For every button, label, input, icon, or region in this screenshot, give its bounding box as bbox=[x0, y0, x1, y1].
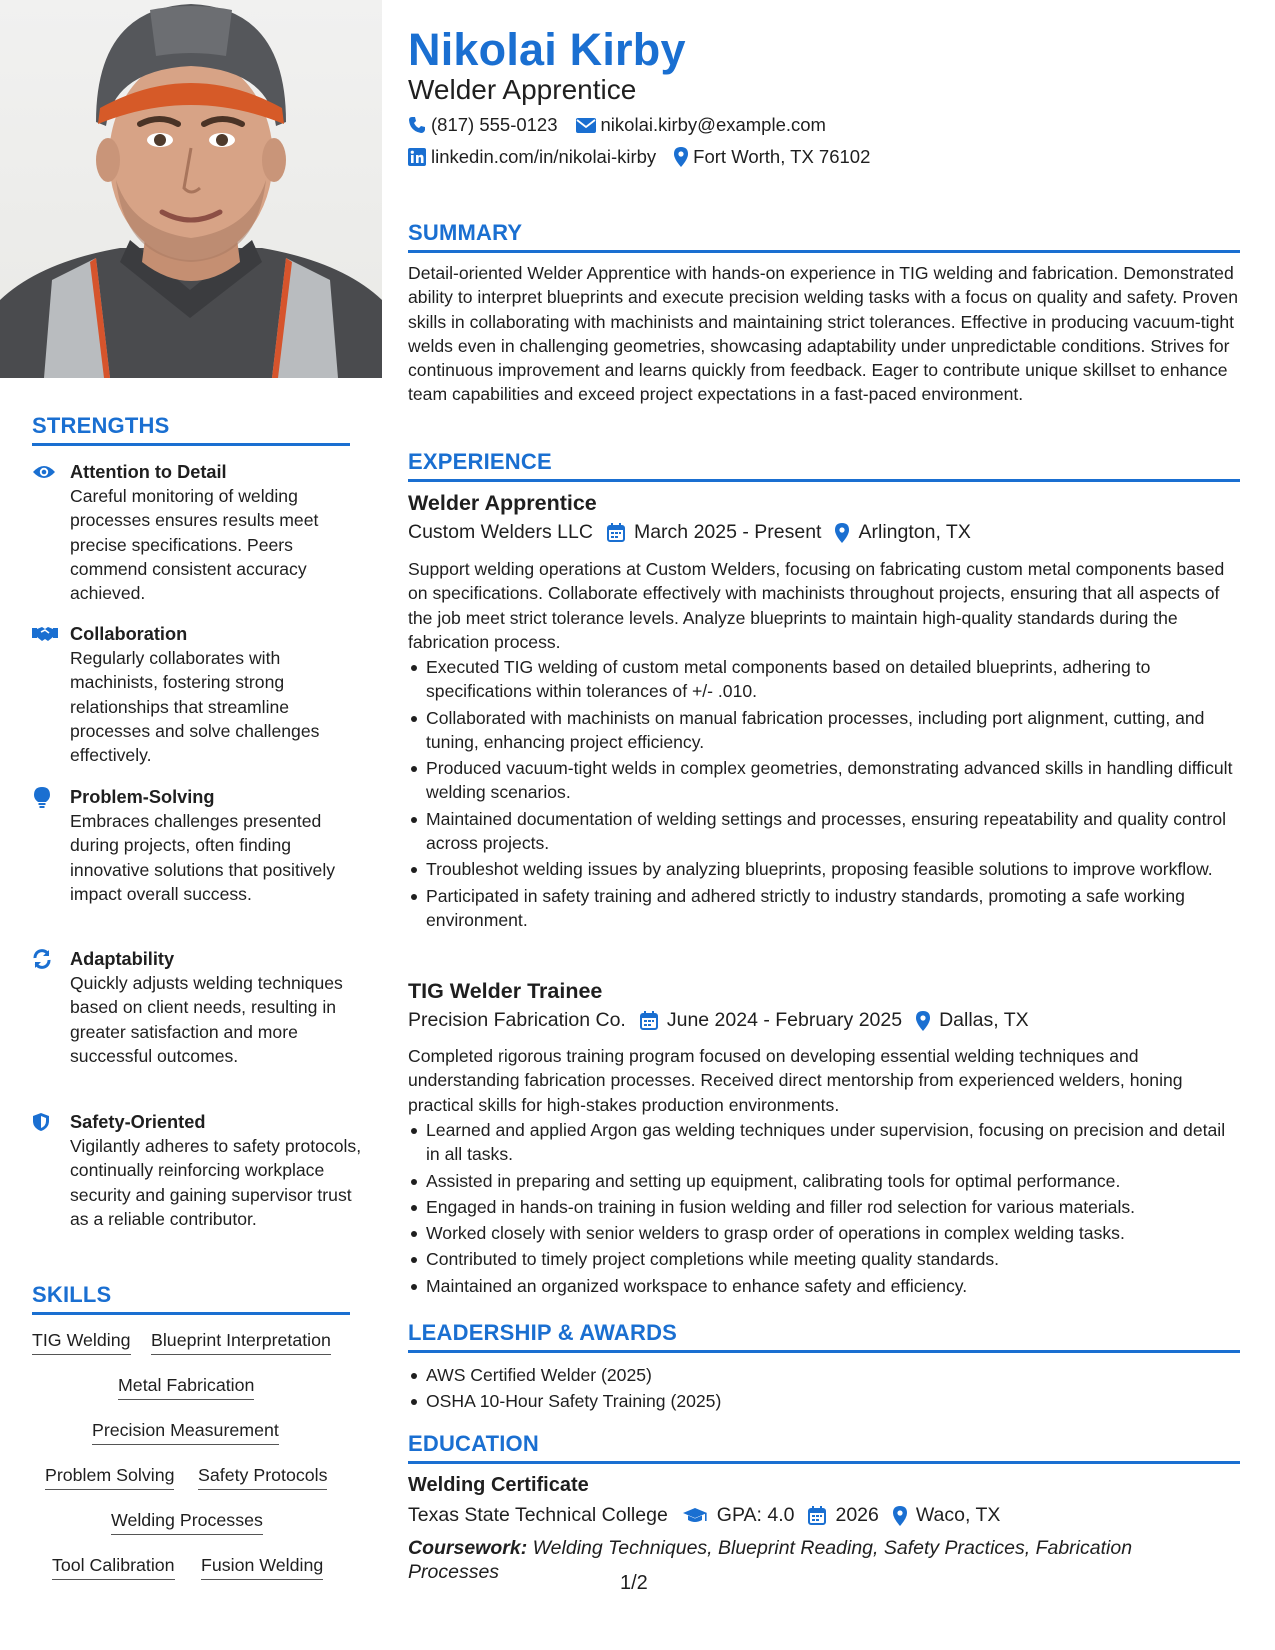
job-company bbox=[408, 1009, 626, 1032]
job-description: Completed rigorous training program focused on developing essential welding techniques and understanding fabrication processes. Received direct mentorship from experienced welders, honing practical skills for high-stakes production environments. bbox=[408, 1046, 1183, 1115]
phone-text: (817) 555-0123 bbox=[431, 114, 558, 135]
bullet-item: Executed TIG welding of custom metal components based on detailed blueprints, adhering to specifications within tolerances of +/- .010. bbox=[408, 655, 1240, 704]
map-pin-icon bbox=[835, 523, 849, 543]
left-column bbox=[0, 0, 382, 1650]
bullet-item: Troubleshot welding issues by analyzing blueprints, proposing feasible solutions to improve workflow. bbox=[408, 857, 1240, 881]
coursework bbox=[408, 1536, 1208, 1584]
job-company bbox=[408, 521, 593, 544]
page-number: 1/2 bbox=[620, 1572, 648, 1594]
strength-text: Quickly adjusts welding techniques based on client needs, resulting in greater satisfaction and more successful outcomes. bbox=[70, 973, 343, 1066]
contact-row bbox=[408, 114, 844, 136]
summary-rule bbox=[408, 250, 1240, 253]
job-dates bbox=[640, 1009, 902, 1032]
job-bullets bbox=[408, 1118, 1240, 1300]
job-bullets bbox=[408, 655, 1240, 934]
calendar-icon bbox=[607, 523, 625, 542]
experience-rule bbox=[408, 479, 1240, 482]
job-location bbox=[835, 521, 970, 544]
job-title: TIG Welder Trainee bbox=[408, 979, 603, 1003]
bullet-item: Collaborated with machinists on manual fabrication processes, including port alignment, cutting, and tuning, enhancing project efficiency. bbox=[408, 706, 1240, 755]
dates-text: March 2025 - Present bbox=[633, 521, 822, 543]
skill-tag: Metal Fabrication bbox=[118, 1375, 254, 1400]
skills-title: SKILLS bbox=[32, 1282, 112, 1307]
company-text: Precision Fabrication Co. bbox=[408, 1009, 626, 1031]
awards-title: LEADERSHIP & AWARDS bbox=[408, 1320, 678, 1345]
map-pin-icon bbox=[916, 1011, 930, 1031]
linkedin-link[interactable]: linkedin.com/in/nikolai-kirby bbox=[431, 146, 657, 167]
education-rule bbox=[408, 1461, 1240, 1464]
education-title: EDUCATION bbox=[408, 1431, 539, 1456]
location-text: Fort Worth, TX 76102 bbox=[693, 146, 871, 167]
shield-icon bbox=[32, 1112, 70, 1132]
education-meta bbox=[408, 1504, 1014, 1527]
bullet-item: Assisted in preparing and setting up equipment, calibrating tools for optimal performance. bbox=[408, 1169, 1240, 1193]
strength-text: Careful monitoring of welding processes ensures results meet precise specifications. Peers commend consistent accuracy achieved. bbox=[70, 486, 319, 604]
strength-title: Safety-Oriented bbox=[70, 1111, 206, 1132]
coursework-text: Welding Techniques, Blueprint Reading, Safety Practices, Fabrication Processes bbox=[408, 1537, 1133, 1583]
bullet-item: Maintained an organized workspace to enhance safety and efficiency. bbox=[408, 1274, 1240, 1298]
map-pin-icon bbox=[674, 147, 688, 167]
bullet-item: Participated in safety training and adhered strictly to industry standards, promoting a safe working environment. bbox=[408, 884, 1240, 933]
bullet-item: Produced vacuum-tight welds in complex geometries, demonstrating advanced skills in handling difficult welding scenarios. bbox=[408, 756, 1240, 805]
education-location bbox=[893, 1504, 1001, 1527]
summary-text: Detail-oriented Welder Apprentice with hands-on experience in TIG welding and fabrication. Demonstrated ability to interpret blueprints and execute precision welding tasks with a focus on quality and safety. Proven skills in collaborating with machinists and maintaining strict tolerances. Effective in producing vacuum-tight welds even in challenging geometries, showcasing adaptability under unpredictable conditions. Strives for continuous improvement and learns quickly from feedback. Eager to contribute unique skillset to enhance team capabilities and exceed project expectations in a fast-paced environment. bbox=[408, 263, 1238, 405]
strengths-title: STRENGTHS bbox=[32, 413, 170, 438]
coursework-label: Coursework: bbox=[408, 1537, 528, 1559]
calendar-icon bbox=[640, 1011, 658, 1030]
map-pin-icon bbox=[893, 1506, 907, 1526]
award-item: AWS Certified Welder (2025) bbox=[408, 1363, 1240, 1387]
location-text: Waco, TX bbox=[915, 1504, 1001, 1526]
strength-title: Attention to Detail bbox=[70, 461, 227, 482]
job-description: Support welding operations at Custom Welders, focusing on fabricating custom metal components based on specifications. Collaborate effectively with machinists throughout projects, ensuring that all aspects of the job meet strict tolerance levels. Analyze blueprints to maintain high-quality standards during the fabrication process. bbox=[408, 559, 1225, 652]
school-text: Texas State Technical College bbox=[408, 1504, 668, 1526]
awards-rule bbox=[408, 1350, 1240, 1353]
skill-tag: Welding Processes bbox=[111, 1510, 263, 1535]
bullet-item: Maintained documentation of welding settings and processes, ensuring repeatability and quality control across projects. bbox=[408, 807, 1240, 856]
award-item: OSHA 10-Hour Safety Training (2025) bbox=[408, 1389, 1240, 1413]
bullet-item: Worked closely with senior welders to grasp order of operations in complex welding tasks. bbox=[408, 1221, 1240, 1245]
skill-tag: TIG Welding bbox=[32, 1330, 131, 1355]
strength-text: Embraces challenges presented during projects, often finding innovative solutions that positively impact overall success. bbox=[70, 811, 336, 904]
job-title: Welder Apprentice bbox=[408, 491, 597, 515]
phone-icon bbox=[408, 116, 426, 134]
skill-tag: Problem Solving bbox=[45, 1465, 174, 1490]
strength-item bbox=[32, 947, 362, 1068]
email-contact[interactable] bbox=[576, 114, 826, 136]
gpa-text: GPA: 4.0 bbox=[716, 1504, 795, 1526]
bullet-item: Engaged in hands-on training in fusion welding and filler rod selection for various materials. bbox=[408, 1195, 1240, 1219]
linkedin-icon bbox=[408, 148, 426, 166]
envelope-icon bbox=[576, 118, 596, 133]
eye-icon bbox=[32, 464, 70, 480]
skill-tag: Safety Protocols bbox=[198, 1465, 327, 1490]
location-contact bbox=[674, 146, 870, 168]
strength-item bbox=[32, 622, 362, 767]
strength-title: Collaboration bbox=[70, 623, 188, 644]
summary-title: SUMMARY bbox=[408, 220, 523, 245]
linkedin-contact[interactable] bbox=[408, 146, 656, 168]
job-location bbox=[916, 1009, 1029, 1032]
candidate-name: Nikolai Kirby bbox=[408, 24, 686, 75]
skill-tag: Blueprint Interpretation bbox=[151, 1330, 331, 1355]
strength-text: Vigilantly adheres to safety protocols, continually reinforcing workplace security and gaining supervisor trust as a reliable contributor. bbox=[70, 1136, 362, 1229]
sync-icon bbox=[32, 949, 70, 969]
degree-title: Welding Certificate bbox=[408, 1474, 589, 1496]
job-meta bbox=[408, 1009, 1043, 1032]
job-dates bbox=[607, 521, 822, 544]
experience-title: EXPERIENCE bbox=[408, 449, 552, 474]
strength-item bbox=[32, 460, 362, 605]
calendar-icon bbox=[808, 1506, 826, 1525]
school-name bbox=[408, 1504, 668, 1527]
strength-item bbox=[32, 785, 362, 906]
company-text: Custom Welders LLC bbox=[408, 521, 593, 543]
lightbulb-icon bbox=[32, 786, 70, 808]
education-year bbox=[808, 1504, 878, 1527]
strengths-rule bbox=[32, 443, 350, 446]
awards-list bbox=[408, 1363, 1240, 1416]
candidate-role: Welder Apprentice bbox=[408, 74, 637, 105]
location-text: Arlington, TX bbox=[858, 521, 971, 543]
strength-item bbox=[32, 1110, 362, 1231]
strength-title: Adaptability bbox=[70, 948, 175, 969]
skill-tag: Fusion Welding bbox=[201, 1555, 323, 1580]
profile-photo bbox=[0, 0, 382, 378]
strength-text: Regularly collaborates with machinists, fostering strong relationships that streamline processes and solve challenges effectively. bbox=[70, 648, 320, 766]
strength-title: Problem-Solving bbox=[70, 786, 215, 807]
bullet-item: Learned and applied Argon gas welding techniques under supervision, focusing on precision and detail in all tasks. bbox=[408, 1118, 1240, 1167]
gpa bbox=[682, 1504, 795, 1527]
job-meta bbox=[408, 521, 985, 544]
dates-text: June 2024 - February 2025 bbox=[666, 1009, 903, 1031]
email-link[interactable]: nikolai.kirby@example.com bbox=[600, 114, 826, 135]
handshake-icon bbox=[32, 626, 70, 642]
graduation-cap-icon bbox=[682, 1507, 708, 1525]
phone-contact bbox=[408, 114, 558, 136]
contact-row bbox=[408, 146, 888, 168]
bullet-item: Contributed to timely project completions while meeting quality standards. bbox=[408, 1247, 1240, 1271]
year-text: 2026 bbox=[835, 1504, 879, 1526]
skill-tag: Tool Calibration bbox=[52, 1555, 175, 1580]
location-text: Dallas, TX bbox=[939, 1009, 1029, 1031]
skill-tag: Precision Measurement bbox=[92, 1420, 279, 1445]
skills-rule bbox=[32, 1312, 350, 1315]
